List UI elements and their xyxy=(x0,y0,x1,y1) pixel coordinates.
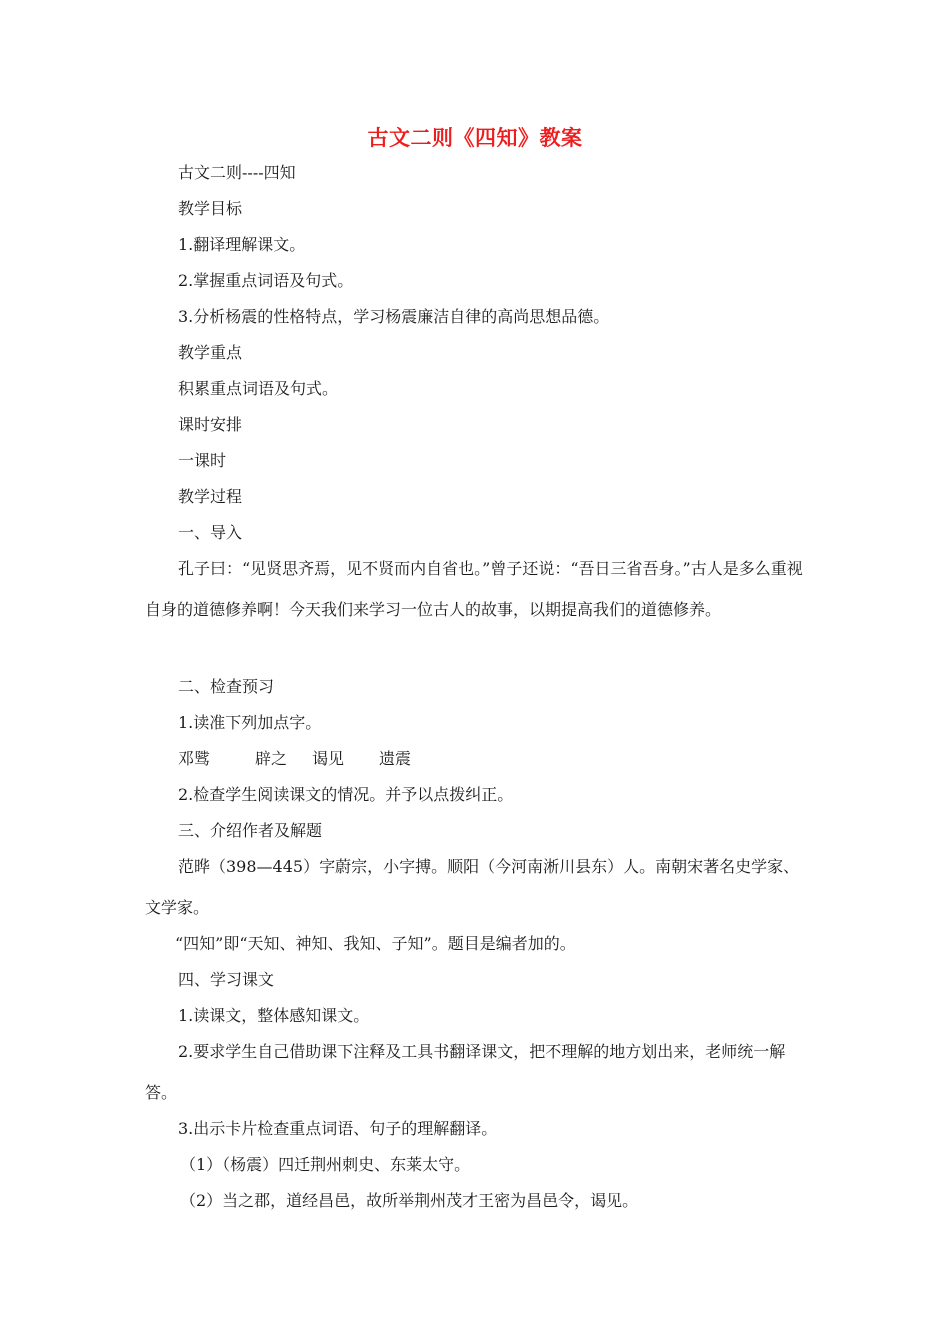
process-heading: 教学过程 xyxy=(178,487,243,506)
subtitle: 古文二则----四知 xyxy=(178,163,296,182)
dotted-chars-row xyxy=(178,748,411,770)
dotted-char-word: 谒见 xyxy=(312,749,345,768)
section-heading: 三、介绍作者及解题 xyxy=(178,821,323,840)
schedule-heading: 课时安排 xyxy=(178,415,243,434)
study-item: 1.读课文，整体感知课文。 xyxy=(178,1006,370,1025)
study-paragraph: 2.要求学生自己借助课下注释及工具书翻译课文，把不理解的地方划出来，老师统一解答。 xyxy=(145,1042,786,1102)
objectives-heading: 教学目标 xyxy=(178,199,243,218)
objective-item: 2.掌握重点词语及句式。 xyxy=(178,271,354,290)
study-item: 3.出示卡片检查重点词语、句子的理解翻译。 xyxy=(178,1119,498,1138)
dotted-char-word: 遗震 xyxy=(379,749,412,768)
sentence-item: （1）（杨震）四迁荆州刺史、东莱太守。 xyxy=(180,1155,471,1174)
document-title: 古文二则《四知》教案 xyxy=(367,126,583,150)
dotted-char-word: 辟之 xyxy=(255,749,288,768)
title-explanation: “四知”即“天知、神知、我知、子知”。题目是编者加的。 xyxy=(175,934,576,953)
objective-item: 3.分析杨震的性格特点，学习杨震廉洁自律的高尚思想品德。 xyxy=(178,307,610,326)
section-heading: 一、导入 xyxy=(178,523,243,542)
dotted-char-word: 邓骘 xyxy=(178,749,211,768)
preview-item: 2.检查学生阅读课文的情况。并予以点拨纠正。 xyxy=(178,785,514,804)
schedule-content: 一课时 xyxy=(178,451,227,470)
key-heading: 教学重点 xyxy=(178,343,243,362)
section-heading: 四、学习课文 xyxy=(178,970,275,989)
preview-item: 1.读准下列加点字。 xyxy=(178,713,322,732)
objective-item: 1.翻译理解课文。 xyxy=(178,235,306,254)
section-heading: 二、检查预习 xyxy=(178,677,275,696)
intro-paragraph: 孔子曰：“见贤思齐焉，见不贤而内自省也。”曾子还说：“吾日三省吾身。”古人是多么重视自身的道德修养啊！今天我们来学习一位古人的故事，以期提高我们的道德修养。 xyxy=(145,559,803,619)
sentence-item: （2）当之郡，道经昌邑，故所举荆州茂才王密为昌邑令，谒见。 xyxy=(180,1191,639,1210)
author-paragraph: 范晔（398—445）字蔚宗，小字搏。顺阳（今河南淅川县东）人。南朝宋著名史学家、文学家。 xyxy=(145,857,800,917)
key-content: 积累重点词语及句式。 xyxy=(178,379,339,398)
